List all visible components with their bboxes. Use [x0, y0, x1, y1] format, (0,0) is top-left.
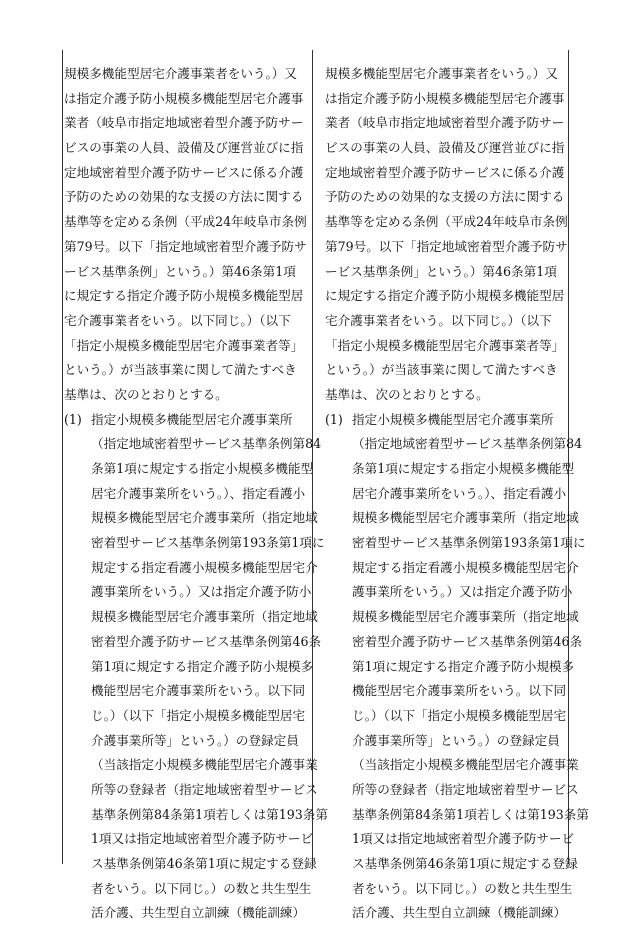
text-line: 1項又は指定地域密着型介護予防サービ: [352, 831, 575, 847]
text-line: 機能型居宅介護事業所をいう。以下同: [91, 683, 306, 699]
text-line: 宅介護事業者をいう。以下同じ。）（以下: [325, 312, 552, 328]
text-line: 基準等を定める条例（平成24年岐阜市条例: [64, 214, 307, 230]
text-line: 機能型居宅介護事業所をいう。以下同: [352, 683, 567, 699]
text-line: 業者（岐阜市指定地域密着型介護予防サー: [325, 115, 565, 131]
text-line: 1項又は指定地域密着型介護予防サービ: [91, 831, 314, 847]
text-line: 「指定小規模多機能型居宅介護事業者等」: [325, 337, 565, 353]
item-number: (1): [325, 411, 343, 427]
text-line: 密着型介護予防サービス基準条例第46条: [91, 633, 322, 649]
text-line: （当該指定小規模多機能型居宅介護事業: [91, 757, 318, 773]
text-line: 居宅介護事業所をいう。）、指定看護小: [91, 485, 306, 501]
text-line: 活介護、共生型自立訓練（機能訓練）: [91, 905, 306, 921]
text-line: 宅介護事業者をいう。以下同じ。）（以下: [64, 312, 291, 328]
text-line: 条第1項に規定する指定小規模多機能型: [352, 461, 575, 476]
text-line: 介護事業所等」という。）の登録定員: [91, 732, 299, 748]
text-line: 規定する指定看護小規模多機能型居宅介: [91, 559, 318, 575]
text-line: 密着型サービス基準条例第193条第1項に: [91, 535, 325, 551]
text-line: 第1項に規定する指定介護予防小規模多: [91, 658, 314, 674]
item-first-line: [64, 408, 308, 433]
text-line: 規模多機能型居宅介護事業所（指定地域: [352, 609, 579, 625]
text-line: 第1項に規定する指定介護予防小規模多: [352, 658, 575, 674]
text-line: ス基準条例第46条第1項に規定する登録: [91, 856, 317, 871]
text-line: 定地域密着型介護予防サービスに係る介護: [64, 164, 304, 180]
text-line: ービス基準条例」という。）第46条第1項: [325, 263, 557, 279]
text-line: 密着型サービス基準条例第193条第1項に: [352, 535, 586, 551]
text-line: 基準条例第84条第1項若しくは第193条第: [352, 806, 589, 822]
text-line: 活介護、共生型自立訓練（機能訓練）: [352, 905, 567, 921]
text-line: 護事業所をいう。）又は指定介護予防小: [352, 584, 573, 600]
text-line: 者をいう。以下同じ。）の数と共生型生: [91, 880, 312, 896]
text-line: 基準等を定める条例（平成24年岐阜市条例: [325, 214, 568, 230]
left-text-column: [64, 62, 328, 926]
text-line: 規模多機能型居宅介護事業者をいう。）又: [64, 66, 297, 81]
text-line: 基準は、次のとおりとする。: [64, 386, 228, 402]
text-line: 基準条例第84条第1項若しくは第193条第: [91, 806, 328, 822]
text-line: は指定介護予防小規模多機能型居宅介護事: [325, 90, 565, 106]
text-line: という。）が当該事業に関して満たすべき: [325, 362, 558, 378]
text-line: 定地域密着型介護予防サービスに係る介護: [325, 164, 565, 180]
item-first-line: [325, 408, 569, 433]
text-line: （当該指定小規模多機能型居宅介護事業: [352, 757, 579, 773]
text-line: ス基準条例第46条第1項に規定する登録: [352, 856, 578, 871]
text-line: 「指定小規模多機能型居宅介護事業者等」: [64, 337, 304, 353]
text-line: 所等の登録者（指定地域密着型サービス: [91, 781, 318, 797]
text-line: 居宅介護事業所をいう。）、指定看護小: [352, 485, 567, 501]
text-line: 規模多機能型居宅介護事業者をいう。）又: [325, 66, 558, 81]
text-line: 者をいう。以下同じ。）の数と共生型生: [352, 880, 573, 896]
text-line: 護事業所をいう。）又は指定介護予防小: [91, 584, 312, 600]
text-line: 規模多機能型居宅介護事業所（指定地域: [91, 510, 318, 526]
text-line: 規模多機能型居宅介護事業所（指定地域: [91, 609, 318, 625]
text-line: 第79号。以下「指定地域密着型介護予防サ: [64, 238, 307, 254]
text-line: 基準は、次のとおりとする。: [325, 386, 489, 402]
text-line: ビスの事業の人員、設備及び運営並びに指: [325, 140, 565, 156]
text-line: （指定地域密着型サービス基準条例第84: [352, 436, 583, 452]
text-line: に規定する指定介護予防小規模多機能型居: [325, 288, 565, 304]
text-line: 条第1項に規定する指定小規模多機能型: [91, 461, 314, 476]
item-number: (1): [64, 411, 82, 427]
text-line: 規模多機能型居宅介護事業所（指定地域: [352, 510, 579, 526]
text-line: 業者（岐阜市指定地域密着型介護予防サー: [64, 115, 304, 131]
text-line: 予防のための効果的な支援の方法に関する: [325, 189, 565, 205]
text-line: 所等の登録者（指定地域密着型サービス: [352, 781, 579, 797]
text-line: ービス基準条例」という。）第46条第1項: [64, 263, 296, 279]
text-line: という。）が当該事業に関して満たすべき: [64, 362, 297, 378]
text-line: 指定小規模多機能型居宅介護事業所: [91, 411, 293, 427]
right-text-column: [325, 62, 589, 926]
text-line: 指定小規模多機能型居宅介護事業所: [352, 411, 554, 427]
text-line: に規定する指定介護予防小規模多機能型居: [64, 288, 304, 304]
text-line: 介護事業所等」という。）の登録定員: [352, 732, 560, 748]
text-line: 予防のための効果的な支援の方法に関する: [64, 189, 304, 205]
text-line: じ。）（以下「指定小規模多機能型居宅: [91, 707, 306, 723]
left-border-rule: [62, 50, 63, 864]
text-line: は指定介護予防小規模多機能型居宅介護事: [64, 90, 304, 106]
text-line: ビスの事業の人員、設備及び運営並びに指: [64, 140, 304, 156]
text-line: 密着型介護予防サービス基準条例第46条: [352, 633, 583, 649]
text-line: 第79号。以下「指定地域密着型介護予防サ: [325, 238, 568, 254]
text-line: （指定地域密着型サービス基準条例第84: [91, 436, 322, 452]
text-line: じ。）（以下「指定小規模多機能型居宅: [352, 707, 567, 723]
text-line: 規定する指定看護小規模多機能型居宅介: [352, 559, 579, 575]
